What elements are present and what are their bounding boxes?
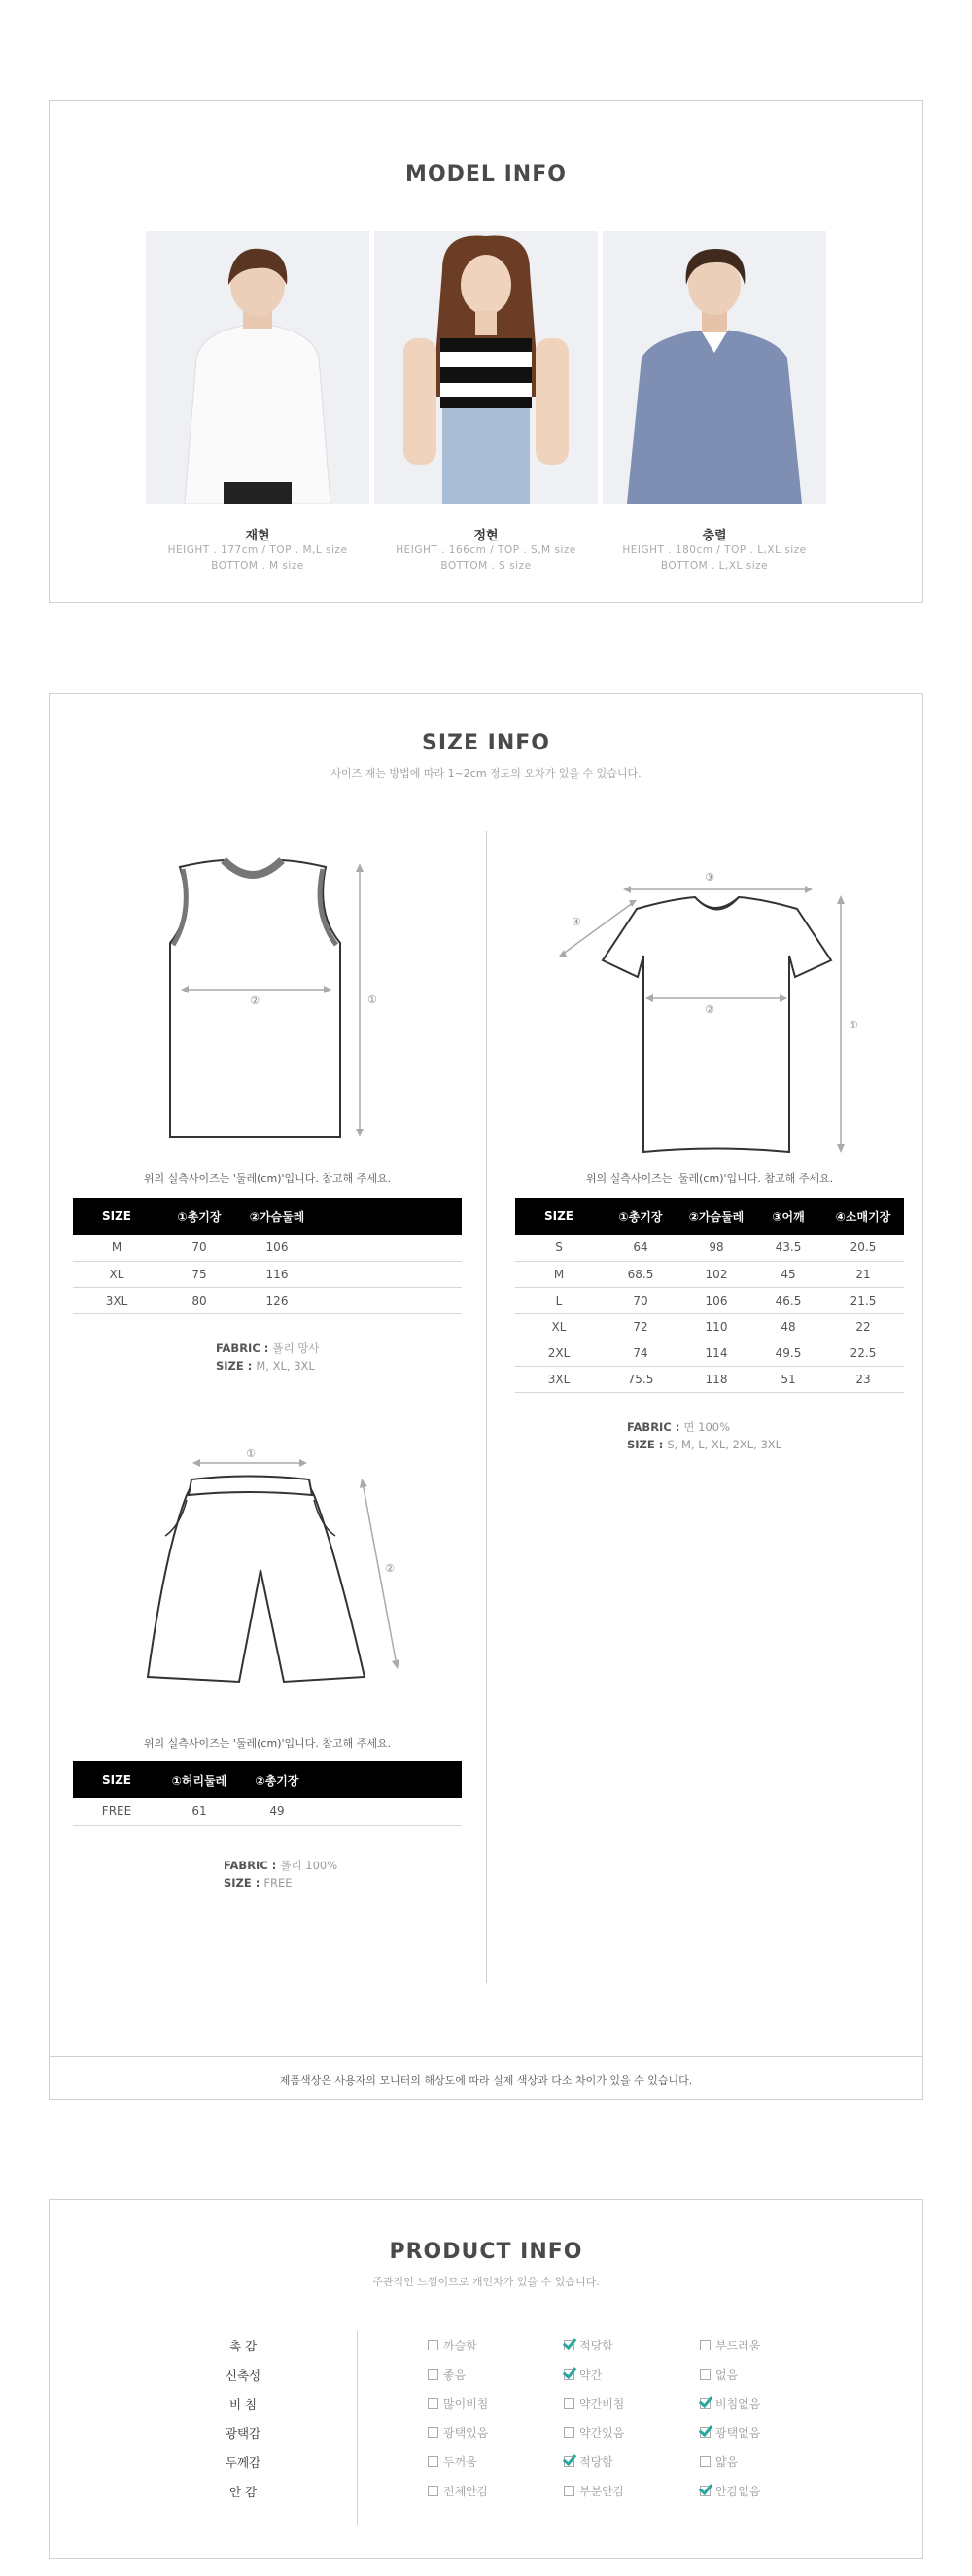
model-1-size-line1: HEIGHT . 177cm / TOP . M,L size bbox=[167, 544, 348, 556]
table-cell: M bbox=[515, 1261, 603, 1287]
checkbox-label: 비침없음 bbox=[715, 2397, 761, 2411]
table-header-cell: SIZE bbox=[515, 1198, 603, 1235]
checkbox-label: 부분안감 bbox=[579, 2485, 625, 2498]
size-label: SIZE : bbox=[224, 1876, 264, 1890]
model-photo-3 bbox=[603, 231, 826, 504]
table-cell: 20.5 bbox=[822, 1235, 904, 1261]
shorts-length-marker: ② bbox=[385, 1562, 395, 1575]
table-header-cell: ①총기장 bbox=[603, 1198, 678, 1235]
checkbox-label: 많이비침 bbox=[443, 2397, 489, 2411]
table-header-row bbox=[73, 1198, 462, 1235]
table-cell: 2XL bbox=[515, 1340, 603, 1366]
checkbox-option[interactable] bbox=[428, 2483, 488, 2499]
table-cell: XL bbox=[515, 1313, 603, 1340]
checkbox-option[interactable] bbox=[564, 2424, 624, 2441]
table-row bbox=[515, 1261, 904, 1287]
shorts-size-table bbox=[73, 1761, 462, 1826]
fabric-label: FABRIC : bbox=[224, 1859, 281, 1872]
shorts-note: 위의 실측사이즈는 '둘레(cm)'입니다. 참고해 주세요. bbox=[143, 1737, 392, 1750]
table-header-cell: ③어깨 bbox=[754, 1198, 822, 1235]
table-cell: 61 bbox=[160, 1798, 238, 1825]
checkbox-label: 약간비침 bbox=[579, 2397, 625, 2411]
tshirt-length-marker: ① bbox=[849, 1019, 858, 1031]
checkbox-icon[interactable] bbox=[564, 2427, 574, 2438]
table-header-cell: ①총기장 bbox=[160, 1198, 238, 1235]
size-info-divider bbox=[486, 831, 487, 1983]
checkbox-label: 두꺼움 bbox=[443, 2455, 477, 2469]
product-info-subtitle: 주관적인 느낌이므로 개인차가 있을 수 있습니다. bbox=[372, 2276, 600, 2288]
checkbox-label: 부드러움 bbox=[715, 2339, 761, 2352]
size-info-subtitle: 사이즈 재는 방법에 따라 1~2cm 정도의 오차가 있을 수 있습니다. bbox=[330, 767, 642, 780]
table-cell bbox=[316, 1798, 462, 1825]
sleeveless-length-marker: ① bbox=[367, 993, 377, 1006]
size-value: M, XL, 3XL bbox=[256, 1359, 315, 1373]
model-3-size-line2: BOTTOM . L,XL size bbox=[660, 560, 769, 572]
table-cell: 106 bbox=[678, 1287, 754, 1313]
table-cell: 75.5 bbox=[603, 1366, 678, 1392]
table-row bbox=[515, 1287, 904, 1313]
monitor-note-divider bbox=[50, 2056, 922, 2057]
sleeveless-diagram bbox=[146, 846, 399, 1147]
checkbox-label: 까슬함 bbox=[443, 2339, 477, 2352]
table-cell: 70 bbox=[160, 1235, 238, 1261]
table-cell: 48 bbox=[754, 1313, 822, 1340]
table-cell bbox=[316, 1261, 462, 1287]
table-cell: 21.5 bbox=[822, 1287, 904, 1313]
table-cell: 110 bbox=[678, 1313, 754, 1340]
tshirt-size-table bbox=[515, 1198, 904, 1393]
checkbox-label: 광택있음 bbox=[443, 2426, 489, 2440]
table-row bbox=[73, 1261, 462, 1287]
sleeveless-size-table bbox=[73, 1198, 462, 1314]
checked-checkbox-icon[interactable] bbox=[564, 2340, 574, 2350]
checkbox-option[interactable] bbox=[700, 2337, 760, 2353]
checked-checkbox-icon[interactable] bbox=[564, 2369, 574, 2380]
model-3-size-line1: HEIGHT . 180cm / TOP . L,XL size bbox=[622, 544, 807, 556]
checked-checkbox-icon[interactable] bbox=[700, 2398, 711, 2409]
size-value: S, M, L, XL, 2XL, 3XL bbox=[667, 1438, 782, 1451]
checkbox-option[interactable] bbox=[428, 2337, 477, 2353]
table-header-cell bbox=[316, 1761, 462, 1798]
checkbox-option[interactable] bbox=[428, 2424, 488, 2441]
fabric-label: FABRIC : bbox=[216, 1341, 273, 1355]
fabric-value: 폴리 망사 bbox=[272, 1341, 320, 1355]
table-row bbox=[73, 1287, 462, 1313]
table-header-cell: ②가슴둘레 bbox=[678, 1198, 754, 1235]
tshirt-diagram bbox=[554, 855, 865, 1166]
product-info-title: PRODUCT INFO bbox=[389, 2240, 583, 2264]
checked-checkbox-icon[interactable] bbox=[700, 2427, 711, 2438]
checkbox-icon[interactable] bbox=[428, 2456, 438, 2467]
table-cell: 22 bbox=[822, 1313, 904, 1340]
checkbox-label: 광택없음 bbox=[715, 2426, 761, 2440]
checkbox-option[interactable] bbox=[564, 2454, 613, 2470]
checkbox-icon[interactable] bbox=[428, 2427, 438, 2438]
table-cell: 68.5 bbox=[603, 1261, 678, 1287]
checkbox-icon[interactable] bbox=[564, 2398, 574, 2409]
table-cell: XL bbox=[73, 1261, 160, 1287]
checked-checkbox-icon[interactable] bbox=[564, 2456, 574, 2467]
checkbox-label: 안감없음 bbox=[715, 2485, 761, 2498]
table-cell: 3XL bbox=[515, 1366, 603, 1392]
table-cell: 74 bbox=[603, 1340, 678, 1366]
checkbox-label: 적당함 bbox=[579, 2339, 613, 2352]
table-cell: 114 bbox=[678, 1340, 754, 1366]
table-cell: 70 bbox=[603, 1287, 678, 1313]
table-cell: 126 bbox=[238, 1287, 316, 1313]
checked-checkbox-icon[interactable] bbox=[700, 2486, 711, 2496]
tshirt-sleeve-marker: ④ bbox=[572, 916, 581, 928]
table-cell: 64 bbox=[603, 1235, 678, 1261]
checkbox-icon[interactable] bbox=[428, 2340, 438, 2350]
size-label: SIZE : bbox=[627, 1438, 668, 1451]
fabric-value: 폴리 100% bbox=[280, 1859, 338, 1872]
checkbox-label: 전체안감 bbox=[443, 2485, 489, 2498]
product-info-divider bbox=[357, 2331, 358, 2525]
model-3-image bbox=[603, 231, 826, 504]
table-cell: 102 bbox=[678, 1261, 754, 1287]
table-cell: 106 bbox=[238, 1235, 316, 1261]
table-cell: 43.5 bbox=[754, 1235, 822, 1261]
model-3-name: 충렬 bbox=[702, 529, 727, 543]
model-2-size-line2: BOTTOM . S size bbox=[440, 560, 532, 572]
checkbox-label: 약간있음 bbox=[579, 2426, 625, 2440]
size-info-title: SIZE INFO bbox=[422, 731, 550, 755]
table-cell: 46.5 bbox=[754, 1287, 822, 1313]
table-cell: 22.5 bbox=[822, 1340, 904, 1366]
checkbox-option[interactable] bbox=[564, 2395, 624, 2412]
table-cell: M bbox=[73, 1235, 160, 1261]
sleeveless-note: 위의 실측사이즈는 '둘레(cm)'입니다. 참고해 주세요. bbox=[143, 1172, 392, 1185]
table-header-row bbox=[515, 1198, 904, 1235]
checkbox-option[interactable] bbox=[428, 2395, 488, 2412]
table-cell: FREE bbox=[73, 1798, 160, 1825]
lining-label: 안 감 bbox=[228, 2485, 258, 2499]
checkbox-option[interactable] bbox=[564, 2483, 624, 2499]
table-header-cell bbox=[316, 1198, 462, 1235]
tshirt-shoulder-marker: ③ bbox=[705, 871, 714, 884]
table-header-cell: ④소매기장 bbox=[822, 1198, 904, 1235]
size-value: FREE bbox=[263, 1876, 293, 1890]
model-2-size-line1: HEIGHT . 166cm / TOP . S,M size bbox=[396, 544, 576, 556]
checkbox-label: 좋음 bbox=[443, 2368, 467, 2382]
table-cell: 72 bbox=[603, 1313, 678, 1340]
checkbox-label: 적당함 bbox=[579, 2455, 613, 2469]
table-cell: 118 bbox=[678, 1366, 754, 1392]
sleeveless-fabric-info bbox=[216, 1340, 319, 1375]
checkbox-label: 없음 bbox=[715, 2368, 739, 2382]
checkbox-icon[interactable] bbox=[700, 2369, 711, 2380]
checkbox-option[interactable] bbox=[428, 2366, 466, 2383]
table-header-cell: ①허리둘레 bbox=[160, 1761, 238, 1798]
table-row bbox=[515, 1366, 904, 1392]
table-cell: 75 bbox=[160, 1261, 238, 1287]
gloss-label: 광택감 bbox=[225, 2426, 261, 2441]
table-cell: 51 bbox=[754, 1366, 822, 1392]
model-photo-2 bbox=[374, 231, 598, 504]
table-header-cell: SIZE bbox=[73, 1198, 160, 1235]
table-row bbox=[515, 1235, 904, 1261]
table-row bbox=[515, 1313, 904, 1340]
checkbox-option[interactable] bbox=[564, 2366, 602, 2383]
table-cell: 45 bbox=[754, 1261, 822, 1287]
table-cell: 49.5 bbox=[754, 1340, 822, 1366]
table-cell: 23 bbox=[822, 1366, 904, 1392]
model-1-image bbox=[146, 231, 369, 504]
checkbox-option[interactable] bbox=[564, 2337, 613, 2353]
table-cell: L bbox=[515, 1287, 603, 1313]
checkbox-label: 얇음 bbox=[715, 2455, 739, 2469]
table-cell: 3XL bbox=[73, 1287, 160, 1313]
model-1-size-line2: BOTTOM . M size bbox=[211, 560, 304, 572]
table-cell: 98 bbox=[678, 1235, 754, 1261]
model-2-name: 정현 bbox=[473, 529, 499, 543]
table-cell: 21 bbox=[822, 1261, 904, 1287]
table-header-cell: ②총기장 bbox=[238, 1761, 316, 1798]
fabric-value: 면 100% bbox=[683, 1420, 731, 1434]
shorts-waist-marker: ① bbox=[246, 1447, 256, 1460]
checkbox-icon[interactable] bbox=[700, 2456, 711, 2467]
model-1-name: 재현 bbox=[245, 529, 270, 543]
table-row bbox=[73, 1798, 462, 1825]
sheerness-label: 비 침 bbox=[228, 2397, 258, 2412]
stretch-label: 신축성 bbox=[225, 2368, 261, 2383]
checkbox-option[interactable] bbox=[700, 2366, 738, 2383]
checkbox-option[interactable] bbox=[700, 2395, 760, 2412]
checkbox-label: 약간 bbox=[579, 2368, 603, 2382]
checkbox-icon[interactable] bbox=[700, 2340, 711, 2350]
model-info-title: MODEL INFO bbox=[405, 162, 567, 187]
table-header-cell: SIZE bbox=[73, 1761, 160, 1798]
tshirt-fabric-info bbox=[627, 1418, 781, 1453]
table-cell: 80 bbox=[160, 1287, 238, 1313]
checkbox-option[interactable] bbox=[700, 2424, 760, 2441]
table-cell bbox=[316, 1235, 462, 1261]
shorts-diagram bbox=[136, 1444, 408, 1691]
checkbox-icon[interactable] bbox=[428, 2398, 438, 2409]
tshirt-chest-marker: ② bbox=[705, 1003, 714, 1016]
table-cell: 116 bbox=[238, 1261, 316, 1287]
checkbox-option[interactable] bbox=[700, 2483, 760, 2499]
model-2-image bbox=[374, 231, 598, 504]
tshirt-note: 위의 실측사이즈는 '둘레(cm)'입니다. 참고해 주세요. bbox=[585, 1172, 834, 1185]
table-cell: 49 bbox=[238, 1798, 316, 1825]
shorts-fabric-info bbox=[224, 1857, 337, 1892]
checkbox-option[interactable] bbox=[428, 2454, 477, 2470]
checkbox-icon[interactable] bbox=[564, 2486, 574, 2496]
checkbox-icon[interactable] bbox=[428, 2369, 438, 2380]
fabric-label: FABRIC : bbox=[627, 1420, 684, 1434]
table-header-row bbox=[73, 1761, 462, 1798]
table-row bbox=[515, 1340, 904, 1366]
checkbox-icon[interactable] bbox=[428, 2486, 438, 2496]
size-label: SIZE : bbox=[216, 1359, 257, 1373]
model-photo-1 bbox=[146, 231, 369, 504]
texture-label: 촉 감 bbox=[228, 2339, 258, 2353]
monitor-color-note: 제품색상은 사용자의 모니터의 해상도에 따라 실제 색상과 다소 차이가 있을 수 있습니다. bbox=[279, 2074, 693, 2087]
thickness-label: 두께감 bbox=[225, 2455, 261, 2470]
table-header-cell: ②가슴둘레 bbox=[238, 1198, 316, 1235]
table-cell: S bbox=[515, 1235, 603, 1261]
checkbox-option[interactable] bbox=[700, 2454, 738, 2470]
sleeveless-chest-marker: ② bbox=[250, 994, 260, 1007]
table-row bbox=[73, 1235, 462, 1261]
table-cell bbox=[316, 1287, 462, 1313]
